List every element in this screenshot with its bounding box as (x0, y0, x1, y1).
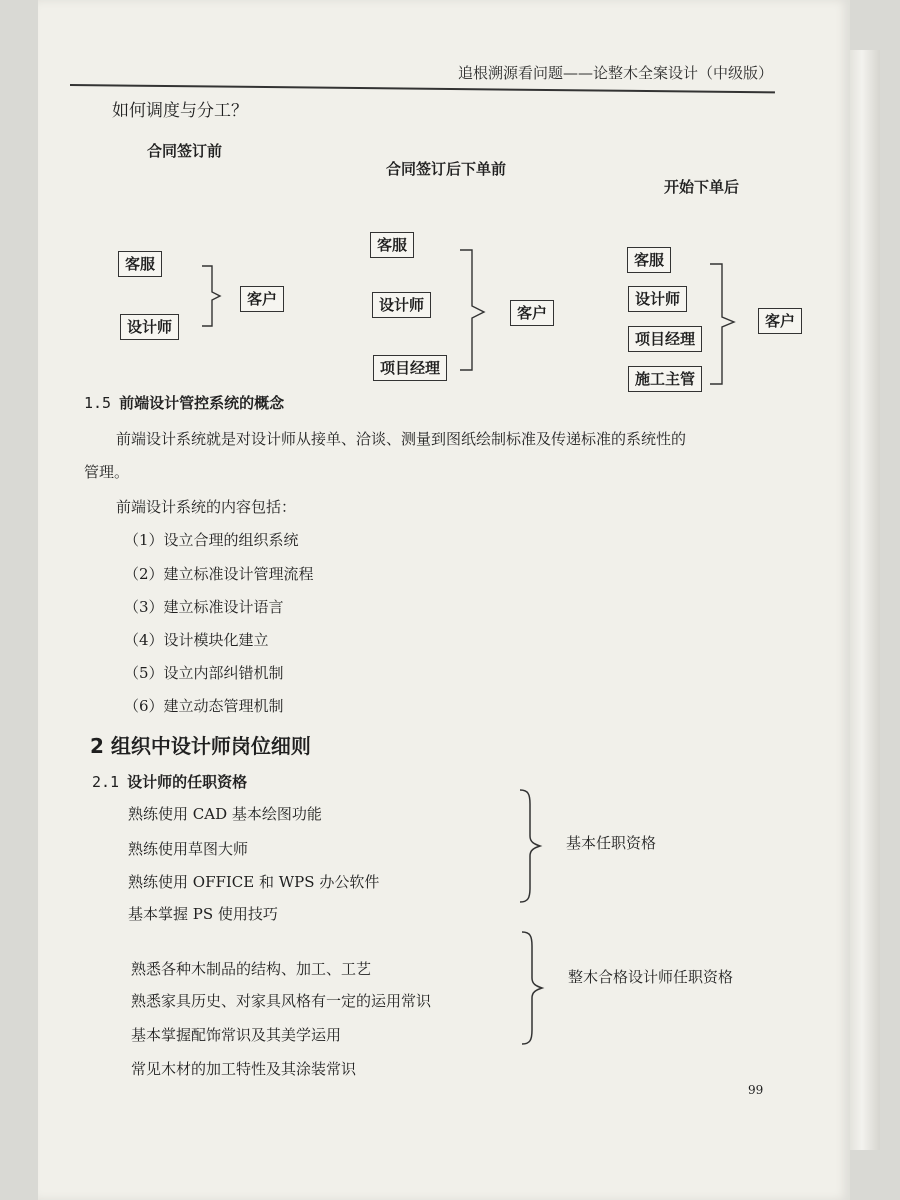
phase1-role-designer: 设计师 (120, 314, 179, 340)
group1-label: 基本任职资格 (566, 834, 657, 852)
qualification-item: 基本掌握配饰常识及其美学运用 (131, 1026, 342, 1044)
chapter-2-heading (90, 730, 311, 759)
page-number: 99 (748, 1083, 764, 1097)
phase3-target-client: 客户 (758, 308, 802, 334)
paragraph-line-2: 管理。 (84, 463, 130, 481)
group1-brace (518, 788, 558, 906)
phase1-brace (200, 264, 230, 329)
phase3-brace (708, 262, 748, 387)
phase2-brace (458, 248, 498, 373)
group2-label: 整木合格设计师任职资格 (568, 968, 734, 986)
section-title: 设计师的任职资格 (127, 773, 248, 791)
content-intro: 前端设计系统的内容包括： (116, 498, 297, 516)
paragraph-line-1: 前端设计系统就是对设计师从接单、洽谈、测量到图纸绘制标准及传递标准的系统性的 (116, 430, 687, 448)
section-number: 2.1 (92, 773, 120, 791)
section-2-1-heading (92, 771, 247, 792)
phase3-role-kefu: 客服 (627, 247, 671, 273)
phase3-role-site-supervisor: 施工主管 (628, 366, 702, 392)
list-item: （2）建立标准设计管理流程 (124, 565, 314, 583)
qualification-item: 熟悉家具历史、对家具风格有一定的运用常识 (131, 992, 432, 1010)
qualification-item: 熟练使用 CAD 基本绘图功能 (128, 805, 322, 823)
section-title: 前端设计管控系统的概念 (119, 394, 285, 412)
running-header: 追根溯源看问题——论整木全案设计（中级版） (458, 64, 774, 82)
chapter-title: 组织中设计师岗位细则 (110, 734, 311, 758)
section-1-5-heading (84, 392, 284, 413)
phase-title-2: 合同签订后下单前 (386, 160, 507, 178)
list-item: （5）设立内部纠错机制 (124, 664, 284, 682)
list-item: （6）建立动态管理机制 (124, 697, 284, 715)
phase3-role-pm: 项目经理 (628, 326, 702, 352)
qualification-item: 熟练使用 OFFICE 和 WPS 办公软件 (128, 873, 380, 891)
qualification-item: 基本掌握 PS 使用技巧 (128, 905, 278, 923)
phase2-role-pm: 项目经理 (373, 355, 447, 381)
chapter-number: 2 (90, 734, 104, 758)
group2-brace (520, 930, 560, 1048)
section-number: 1.5 (84, 394, 112, 412)
qualification-item: 常见木材的加工特性及其涂装常识 (131, 1060, 357, 1078)
phase2-role-kefu: 客服 (370, 232, 414, 258)
qualification-item: 熟练使用草图大师 (128, 840, 249, 858)
phase3-role-designer: 设计师 (628, 286, 687, 312)
phase1-role-kefu: 客服 (118, 251, 162, 277)
phase1-target-client: 客户 (240, 286, 284, 312)
phase-title-1: 合同签订前 (147, 142, 223, 160)
qualification-item: 熟悉各种木制品的结构、加工、工艺 (131, 960, 372, 978)
list-item: （4）设计模块化建立 (124, 631, 269, 649)
list-item: （3）建立标准设计语言 (124, 598, 284, 616)
list-item: （1）设立合理的组织系统 (124, 531, 299, 549)
phase-title-3: 开始下单后 (664, 178, 740, 196)
question-heading: 如何调度与分工？ (112, 101, 248, 121)
phase2-role-designer: 设计师 (372, 292, 431, 318)
phase2-target-client: 客户 (510, 300, 554, 326)
book-edge (850, 50, 880, 1150)
